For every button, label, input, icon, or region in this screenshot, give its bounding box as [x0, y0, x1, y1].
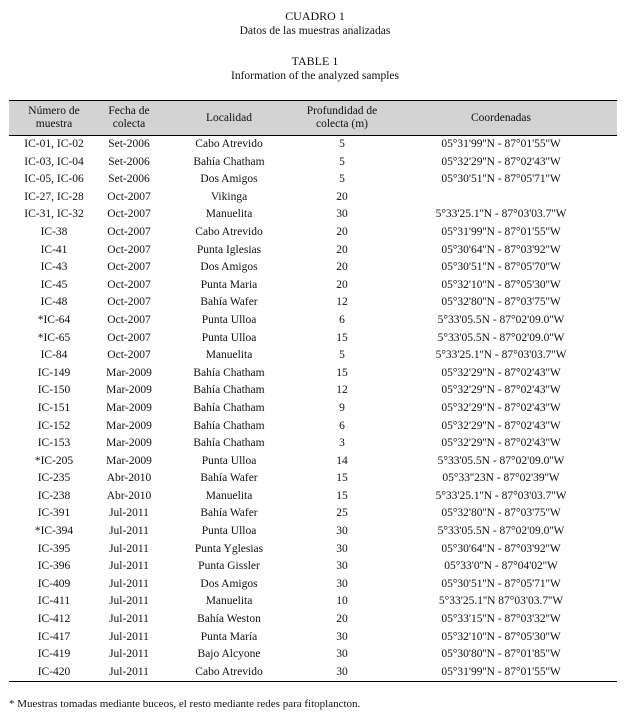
collection-date-cell: Jul-2011 [109, 613, 149, 626]
locality-cell: Punta Ulloa [201, 454, 257, 467]
collection-date-cell: Jul-2011 [99, 664, 159, 682]
collection-date-cell: Oct-2007 [107, 261, 151, 274]
depth-cell: 12 [336, 296, 348, 309]
depth-cell: 20 [336, 261, 348, 274]
sample-number-cell: IC-238 [37, 489, 71, 502]
sample-number-cell: IC-38 [40, 225, 68, 238]
caption-es-subtitle: Datos de las muestras analizadas [239, 25, 391, 37]
locality-cell: Bahía Chatham [193, 155, 265, 168]
table-row [9, 470, 617, 488]
collection-date-cell: Abr-2010 [106, 472, 152, 485]
depth-cell: 20 [336, 225, 348, 238]
collection-date-cell: Oct-2007 [107, 296, 151, 309]
coordinates-cell: 5°33'05.5N - 87°02'09.0''W [437, 454, 565, 467]
coordinates-cell: 05°30'64''N - 87°03'92''W [441, 542, 561, 555]
table-row [9, 646, 617, 664]
depth-cell: 6 [339, 419, 345, 432]
depth-cell: 30 [336, 577, 348, 590]
sample-number-cell: IC-48 [40, 296, 68, 309]
sample-number-cell: IC-45 [40, 278, 68, 291]
collection-date-cell: Oct-2007 [107, 225, 151, 238]
coordinates-cell: 5°33'25.1''N - 87°03'03.7''W [435, 208, 567, 221]
header-coordinates: Coordenadas [385, 101, 617, 136]
caption-en-title: TABLE 1 [291, 54, 339, 68]
coordinates-cell: 05°31'99''N - 87°01'55''W [385, 664, 617, 682]
depth-cell: 30 [336, 630, 348, 643]
sample-number-cell: IC-411 [37, 595, 71, 608]
coordinates-cell: 05°32'80''N - 87°03'75''W [441, 296, 561, 309]
collection-date-cell: Oct-2007 [107, 243, 151, 256]
sample-number-cell: *IC-394 [34, 525, 74, 538]
table-row [9, 206, 617, 224]
table-row [9, 400, 617, 418]
depth-cell: 12 [336, 384, 348, 397]
table-row [9, 664, 617, 682]
header-sample-number: Número de muestra [9, 101, 99, 136]
footnote: * Muestras tomadas mediante buceos, el resto mediante redes para fitoplancton. [9, 698, 361, 710]
table-row [9, 259, 617, 277]
collection-date-cell: Jul-2011 [109, 595, 149, 608]
collection-date-cell: Jul-2011 [109, 507, 149, 520]
collection-date-cell: Oct-2007 [107, 278, 151, 291]
sample-number-cell: IC-84 [40, 349, 68, 362]
locality-cell: Punta Ulloa [201, 525, 257, 538]
depth-cell: 15 [336, 331, 348, 344]
depth-cell: 10 [336, 595, 348, 608]
depth-cell: 15 [336, 472, 348, 485]
coordinates-cell: 05°33''23N - 87°02'39''W [442, 472, 560, 485]
table-row [9, 453, 617, 471]
sample-number-cell: IC-412 [37, 613, 71, 626]
depth-cell: 30 [336, 648, 348, 661]
depth-cell: 30 [299, 664, 385, 682]
locality-cell: Punta Yglesias [194, 542, 264, 555]
coordinates-cell: 5°33'05.5N - 87°02'09.0''W [437, 313, 565, 326]
sample-number-cell: IC-153 [37, 437, 71, 450]
locality-cell: Punta Gissler [198, 560, 260, 573]
sample-number-cell: *IC-64 [37, 313, 71, 326]
table-row [9, 154, 617, 172]
locality-cell: Bahía Chatham [193, 419, 265, 432]
locality-cell: Bahía Wafer [200, 507, 258, 520]
table-row [9, 171, 617, 189]
sample-number-cell: IC-391 [37, 507, 71, 520]
coordinates-cell: 05°32'10''N - 87°05'30''W [441, 278, 561, 291]
collection-date-cell: Set-2006 [108, 138, 150, 150]
locality-cell: Punta Iglesias [196, 243, 262, 256]
sample-number-cell: IC-151 [37, 401, 71, 414]
coordinates-cell: 05°32'29''N - 87°02'43''W [441, 419, 561, 432]
sample-number-cell: IC-31, IC-32 [24, 208, 84, 221]
table-row [9, 629, 617, 647]
locality-cell: Bahía Wafer [200, 472, 258, 485]
coordinates-cell: 5°33'05.5N - 87°02'09.0''W [437, 525, 565, 538]
collection-date-cell: Mar-2009 [106, 366, 152, 379]
locality-cell: Bahía Chatham [193, 401, 265, 414]
table-body [9, 136, 617, 682]
locality-cell: Manuelita [205, 595, 253, 608]
locality-cell: Vikinga [210, 190, 248, 203]
sample-number-cell: IC-409 [37, 577, 71, 590]
collection-date-cell: Oct-2007 [107, 331, 151, 344]
table-row [9, 418, 617, 436]
table-row [9, 242, 617, 260]
coordinates-cell: 05°31'99''N - 87°01'55''W [441, 225, 561, 238]
collection-date-cell: Mar-2009 [106, 437, 152, 450]
table-header-row [9, 101, 617, 136]
locality-cell: Cabo Atrevido [195, 138, 263, 150]
caption-en-subtitle: Information of the analyzed samples [231, 70, 399, 82]
sample-number-cell: IC-150 [37, 384, 71, 397]
table-row [9, 277, 617, 295]
coordinates-cell: 5°33'25.1''N - 87°03'03.7''W [435, 489, 567, 502]
table-row [9, 136, 617, 154]
table-row [9, 435, 617, 453]
sample-number-cell: IC-149 [37, 366, 71, 379]
coordinates-cell [385, 189, 617, 207]
collection-date-cell: Jul-2011 [109, 525, 149, 538]
locality-cell: Bajo Alcyone [197, 648, 261, 661]
sample-number-cell: *IC-65 [37, 331, 71, 344]
table-row [9, 488, 617, 506]
coordinates-cell: 05°30'80''N - 87°01'85''W [441, 648, 561, 661]
depth-cell: 20 [336, 243, 348, 256]
sample-number-cell: *IC-205 [34, 454, 74, 467]
depth-cell: 5 [339, 349, 345, 362]
collection-date-cell: Abr-2010 [106, 489, 152, 502]
table-row [9, 224, 617, 242]
sample-number-cell: IC-396 [37, 560, 71, 573]
collection-date-cell: Oct-2007 [107, 349, 151, 362]
collection-date-cell: Mar-2009 [106, 419, 152, 432]
table-row [9, 558, 617, 576]
depth-cell: 9 [339, 401, 345, 414]
depth-cell: 30 [336, 525, 348, 538]
table-row [9, 382, 617, 400]
table-row [9, 312, 617, 330]
locality-cell: Punta Ulloa [201, 331, 257, 344]
depth-cell: 30 [336, 560, 348, 573]
locality-cell: Dos Amigos [200, 173, 258, 186]
coordinates-cell: 05°30'51''N - 87°05'71''W [441, 577, 561, 590]
sample-number-cell: IC-27, IC-28 [24, 190, 84, 203]
collection-date-cell: Oct-2007 [107, 208, 151, 221]
table-row [9, 347, 617, 365]
table-row [9, 330, 617, 348]
table-row [9, 593, 617, 611]
depth-cell: 5 [339, 173, 345, 186]
collection-date-cell: Set-2006 [108, 155, 150, 168]
coordinates-cell: 05°32'29''N - 87°02'43''W [441, 366, 561, 379]
locality-cell: Manuelita [205, 489, 253, 502]
locality-cell: Dos Amigos [200, 577, 258, 590]
depth-cell: 30 [336, 542, 348, 555]
coordinates-cell: 05°33'0''N - 87°04'02''W [444, 560, 558, 573]
sample-number-cell: IC-41 [40, 243, 68, 256]
collection-date-cell: Mar-2009 [106, 384, 152, 397]
locality-cell: Bahía Weston [197, 613, 261, 626]
coordinates-cell: 05°31'99''N - 87°01'55''W [441, 138, 561, 150]
sample-number-cell: IC-43 [40, 261, 68, 274]
collection-date-cell: Jul-2011 [109, 560, 149, 573]
table-row [9, 611, 617, 629]
table-row [9, 523, 617, 541]
sample-number-cell: IC-01, IC-02 [24, 138, 84, 150]
coordinates-cell: 5°33'05.5N - 87°02'09.0''W [437, 331, 565, 344]
locality-cell: Cabo Atrevido [159, 664, 299, 682]
header-locality: Localidad [159, 101, 299, 136]
table-row [9, 576, 617, 594]
locality-cell: Punta Ulloa [201, 313, 257, 326]
sample-number-cell: IC-420 [9, 664, 99, 682]
sample-number-cell: IC-419 [37, 648, 71, 661]
collection-date-cell: Mar-2009 [106, 454, 152, 467]
header-depth: Profundidad de colecta (m) [299, 101, 385, 136]
collection-date-cell: Oct-2007 [107, 190, 151, 203]
sample-number-cell: IC-395 [37, 542, 71, 555]
sample-number-cell: IC-03, IC-04 [24, 155, 84, 168]
depth-cell: 15 [336, 366, 348, 379]
depth-cell: 5 [339, 155, 345, 168]
locality-cell: Bahía Wafer [200, 296, 258, 309]
collection-date-cell: Jul-2011 [109, 630, 149, 643]
coordinates-cell: 05°33'15''N - 87°03'32''W [441, 613, 561, 626]
coordinates-cell: 05°32'80''N - 87°03'75''W [441, 507, 561, 520]
coordinates-cell: 05°30'64''N - 87°03'92''W [441, 243, 561, 256]
coordinates-cell: 05°32'29''N - 87°02'43''W [441, 384, 561, 397]
depth-cell: 25 [336, 507, 348, 520]
depth-cell: 5 [339, 138, 345, 150]
caption-es-title: CUADRO 1 [285, 9, 345, 23]
depth-cell: 3 [339, 437, 345, 450]
collection-date-cell: Set-2006 [108, 173, 150, 186]
table-row [9, 541, 617, 559]
depth-cell: 20 [336, 278, 348, 291]
sample-number-cell: IC-235 [37, 472, 71, 485]
table-row [9, 189, 617, 207]
collection-date-cell: Oct-2007 [107, 313, 151, 326]
coordinates-cell: 5°33'25.1''N 87°03'03.7''W [438, 595, 564, 608]
locality-cell: Punta Maria [200, 278, 258, 291]
depth-cell: 30 [336, 208, 348, 221]
locality-cell: Manuelita [205, 349, 253, 362]
depth-cell: 20 [336, 190, 348, 203]
sample-number-cell: IC-417 [37, 630, 71, 643]
locality-cell: Bahía Chatham [193, 437, 265, 450]
collection-date-cell: Jul-2011 [109, 577, 149, 590]
depth-cell: 14 [336, 454, 348, 467]
collection-date-cell: Jul-2011 [109, 648, 149, 661]
collection-date-cell: Mar-2009 [106, 401, 152, 414]
locality-cell: Manuelita [205, 208, 253, 221]
locality-cell: Bahía Chatham [193, 384, 265, 397]
depth-cell: 15 [336, 489, 348, 502]
locality-cell: Punta María [200, 630, 258, 643]
coordinates-cell: 5°33'25.1''N - 87°03'03.7''W [435, 349, 567, 362]
coordinates-cell: 05°30'51''N - 87°05'71''W [441, 173, 561, 186]
coordinates-cell: 05°32'29''N - 87°02'43''W [441, 437, 561, 450]
coordinates-cell: 05°30'51''N - 87°05'70''W [441, 261, 561, 274]
locality-cell: Dos Amigos [200, 261, 258, 274]
header-collection-date: Fecha de colecta [99, 101, 159, 136]
collection-date-cell: Jul-2011 [109, 542, 149, 555]
locality-cell: Cabo Atrevido [195, 225, 263, 238]
table-row [9, 505, 617, 523]
table-row [9, 365, 617, 383]
locality-cell: Bahía Chatham [193, 366, 265, 379]
coordinates-cell: 05°32'29''N - 87°02'43''W [441, 155, 561, 168]
sample-number-cell: IC-05, IC-06 [24, 173, 84, 186]
samples-table [9, 100, 617, 682]
depth-cell: 20 [336, 613, 348, 626]
depth-cell: 6 [339, 313, 345, 326]
table-row [9, 294, 617, 312]
coordinates-cell: 05°32'10''N - 87°05'30''W [441, 630, 561, 643]
sample-number-cell: IC-152 [37, 419, 71, 432]
coordinates-cell: 05°32'29''N - 87°02'43''W [441, 401, 561, 414]
